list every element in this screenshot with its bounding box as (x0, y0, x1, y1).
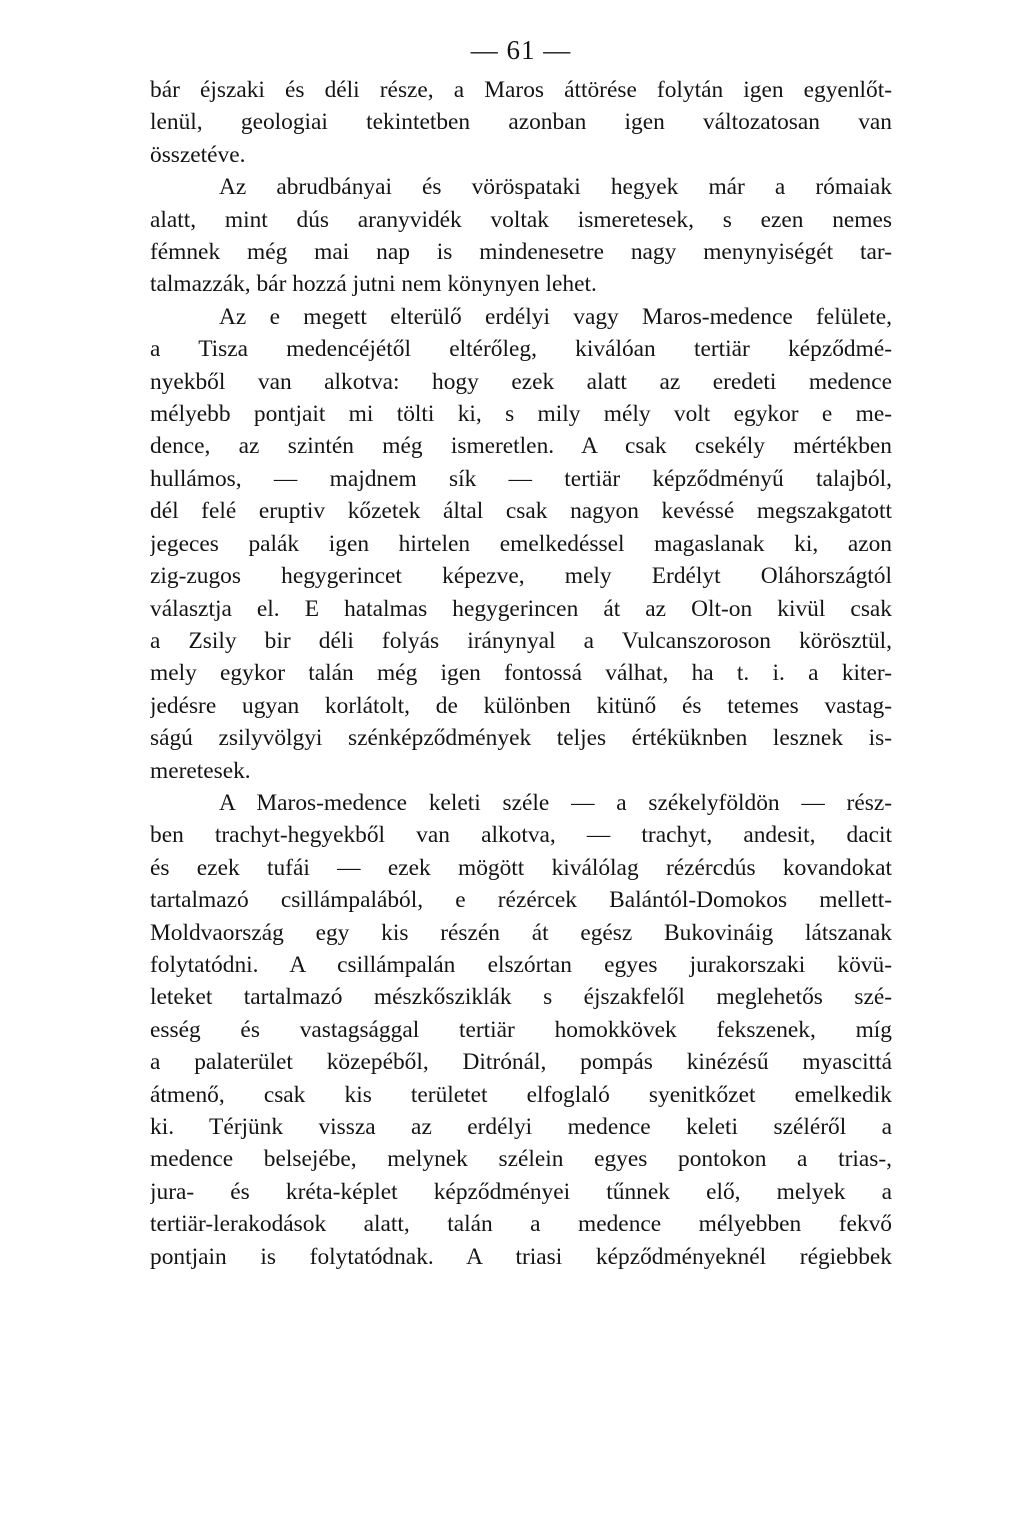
text-line: a Zsily bir déli folyás iránynyal a Vulcanszoroson körösztül, (150, 627, 892, 654)
text-line: tartalmazó csillámpalából, e rézércek Balántól-Domokos mellett- (150, 887, 892, 914)
text-line: jegeces palák igen hirtelen emelkedéssel magaslanak ki, azon (150, 530, 892, 557)
text-line: alatt, mint dús aranyvidék voltak ismeretesek, s ezen nemes (150, 206, 892, 233)
text-line: választja el. E hatalmas hegygerincen át az Olt-on kivül csak (150, 595, 892, 622)
text-line: fémnek még mai nap is mindenesetre nagy menynyiségét tar- (150, 239, 892, 266)
text-line: dence, az szintén még ismeretlen. A csak csekély mértékben (150, 433, 892, 460)
text-line: és ezek tufái — ezek mögött kiválólag rézércdús kovandokat (150, 854, 892, 881)
text-line: összetéve. (150, 141, 246, 168)
text-line: ságú zsilyvölgyi szénképződmények teljes értéküknben lesznek is- (150, 725, 892, 752)
text-line: a Tisza medencéjétől eltérőleg, kiválóan tertiär képződmé- (150, 336, 892, 363)
text-line: lenül, geologiai tekintetben azonban igen változatosan van (150, 109, 892, 136)
text-line: dél felé eruptiv kőzetek által csak nagyon kevéssé megszakgatott (150, 498, 892, 525)
text-line: a palaterület közepéből, Ditrónál, pompás kinézésű myascittá (150, 1049, 892, 1076)
book-page (150, 30, 892, 1273)
body-text (150, 74, 892, 1273)
text-line: talmazzák, bár hozzá jutni nem könynyen lehet. (150, 271, 597, 298)
paragraph (150, 171, 892, 301)
text-line: zig-zugos hegygerincet képezve, mely Erdélyt Oláhországtól (150, 563, 892, 590)
text-line: A Maros-medence keleti széle — a székelyföldön — rész- (219, 789, 892, 816)
text-line: Az abrudbányai és vöröspataki hegyek már a rómaiak (219, 174, 892, 201)
text-line: meretesek. (150, 757, 251, 784)
text-line: esség és vastagsággal tertiär homokkövek fekszenek, míg (150, 1016, 892, 1043)
page-number: — 61 — (470, 35, 572, 65)
text-line: mélyebb pontjait mi tölti ki, s mily mély volt egykor e me- (150, 401, 892, 428)
text-line: leteket tartalmazó mészkősziklák s éjszakfelől meglehetős szé- (150, 984, 892, 1011)
text-line: pontjain is folytatódnak. A triasi képződményeknél régiebbek (150, 1243, 892, 1270)
paragraph (150, 787, 892, 1273)
text-line: jura- és kréta-képlet képződményei tűnnek elő, melyek a (150, 1178, 892, 1205)
text-line: mely egykor talán még igen fontossá válhat, ha t. i. a kiter- (150, 660, 892, 687)
text-line: bár éjszaki és déli része, a Maros áttörése folytán igen egyenlőt- (150, 77, 892, 103)
text-line: tertiär-lerakodások alatt, talán a medence mélyebben fekvő (150, 1211, 892, 1238)
paragraph (150, 301, 892, 787)
text-line: medence belsejébe, melynek szélein egyes pontokon a trias-, (150, 1146, 892, 1173)
text-line: nyekből van alkotva: hogy ezek alatt az eredeti medence (150, 368, 892, 395)
paragraph (150, 74, 892, 171)
text-line: ki. Térjünk vissza az erdélyi medence keleti széléről a (150, 1114, 892, 1140)
text-line: folytatódni. A csillámpalán elszórtan egyes jurakorszaki kövü- (150, 951, 892, 978)
text-line: átmenő, csak kis területet elfoglaló syenitkőzet emelkedik (150, 1081, 892, 1108)
text-line: jedésre ugyan korlátolt, de különben kitünő és tetemes vastag- (150, 692, 892, 719)
text-line: hullámos, — majdnem sík — tertiär képződményű talajból, (150, 465, 892, 492)
text-line: Moldvaország egy kis részén át egész Bukovináig látszanak (150, 919, 892, 946)
text-line: ben trachyt-hegyekből van alkotva, — trachyt, andesit, dacit (150, 822, 892, 849)
text-line: Az e megett elterülő erdélyi vagy Maros-medence felülete, (219, 303, 892, 330)
